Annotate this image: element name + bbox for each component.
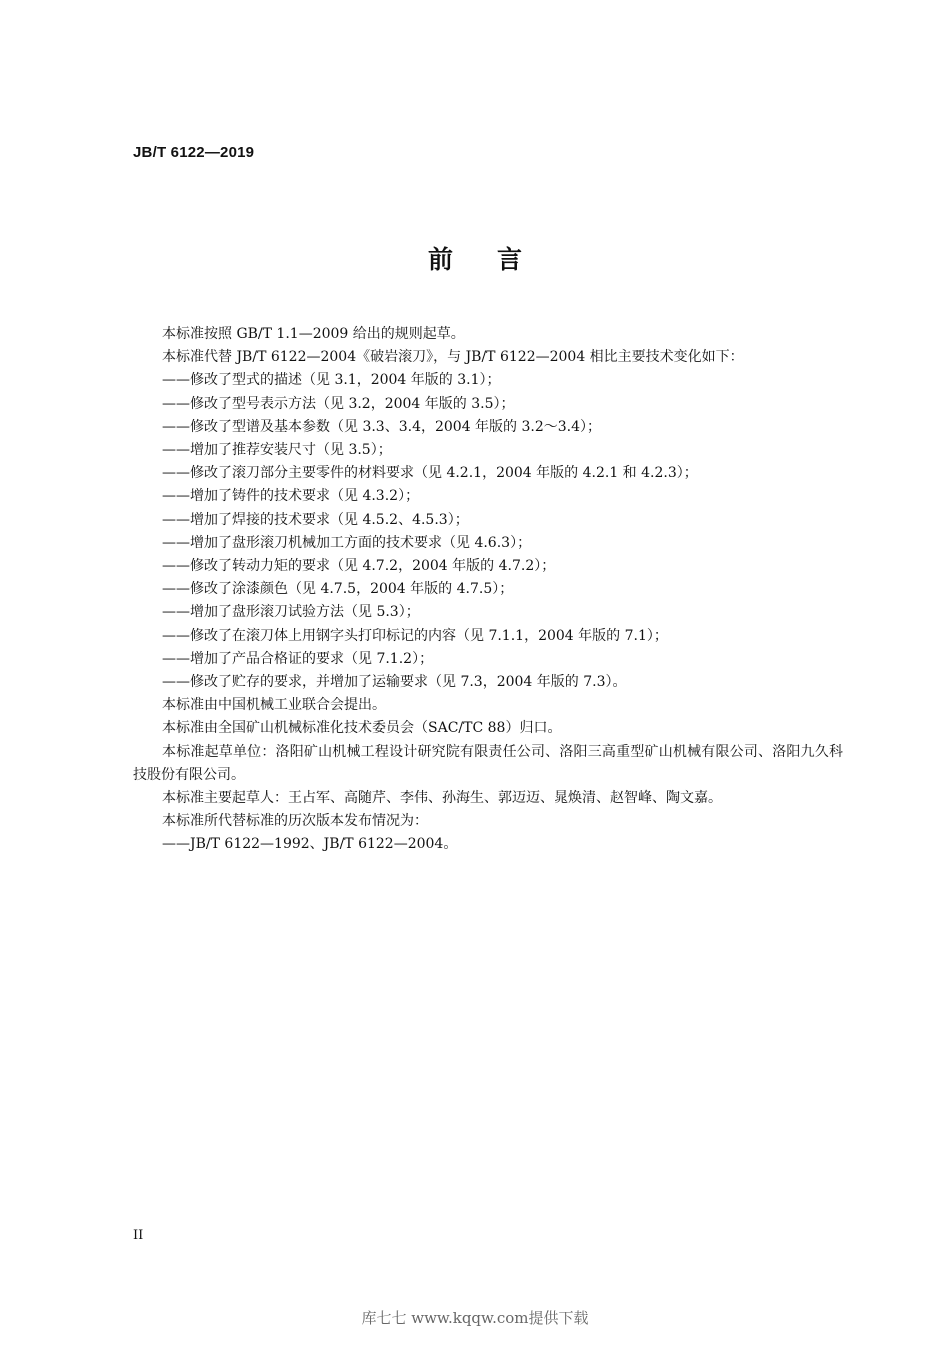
download-footer: 库七七 www.kqqw.com提供下载 xyxy=(361,1309,589,1327)
list-item: ——修改了型式的描述（见 3.1，2004 年版的 3.1）； xyxy=(162,372,501,389)
list-item: ——修改了型谱及基本参数（见 3.3、3.4，2004 年版的 3.2～3.4）； xyxy=(162,418,602,435)
list-item: ——增加了产品合格证的要求（见 7.1.2）； xyxy=(162,650,434,667)
list-item: ——修改了滚刀部分主要零件的材料要求（见 4.2.1，2004 年版的 4.2.1 和 4.2.3）； xyxy=(162,465,698,482)
paragraph-drafters: 本标准主要起草人：王占军、高随芹、李伟、孙海生、郭迈迈、晁焕清、赵智峰、陶文嘉。 xyxy=(162,790,722,807)
list-item: ——增加了铸件的技术要求（见 4.3.2）； xyxy=(162,488,420,505)
paragraph-committee: 本标准由全国矿山机械标准化技术委员会（SAC/TC 88）归口。 xyxy=(162,720,562,737)
foreword-body xyxy=(133,323,843,857)
paragraph-drafting-units: 本标准起草单位：洛阳矿山机械工程设计研究院有限责任公司、洛阳三高重型矿山机械有限公司、洛阳九久科技股份有限公司。 xyxy=(133,743,843,783)
standard-code: JB/T 6122—2019 xyxy=(133,144,255,161)
paragraph-proposer: 本标准由中国机械工业联合会提出。 xyxy=(162,697,386,714)
list-item: ——修改了涂漆颜色（见 4.7.5，2004 年版的 4.7.5）； xyxy=(162,581,514,598)
list-item: ——增加了焊接的技术要求（见 4.5.2、4.5.3）； xyxy=(162,511,469,528)
paragraph-history-intro: 本标准所代替标准的历次版本发布情况为： xyxy=(162,813,428,830)
list-item: ——增加了盘形滚刀机械加工方面的技术要求（见 4.6.3）； xyxy=(162,534,532,551)
list-item: ——增加了盘形滚刀试验方法（见 5.3）； xyxy=(162,604,420,621)
list-item: ——修改了在滚刀体上用钢字头打印标记的内容（见 7.1.1，2004 年版的 7.1）； xyxy=(162,627,668,644)
list-item: ——修改了型号表示方法（见 3.2，2004 年版的 3.5）； xyxy=(162,395,515,412)
list-item: ——修改了转动力矩的要求（见 4.7.2，2004 年版的 4.7.2）； xyxy=(162,558,556,575)
paragraph-replaces: 本标准代替 JB/T 6122—2004《破岩滚刀》，与 JB/T 6122—2004 相比主要技术变化如下： xyxy=(162,349,744,366)
paragraph-drafting-rule: 本标准按照 GB/T 1.1—2009 给出的规则起草。 xyxy=(162,326,465,342)
list-item: ——修改了贮存的要求，并增加了运输要求（见 7.3，2004 年版的 7.3）。 xyxy=(162,674,627,691)
list-item-history: ——JB/T 6122—1992、JB/T 6122—2004。 xyxy=(162,836,458,853)
list-item: ——增加了推荐安装尺寸（见 3.5）； xyxy=(162,442,392,459)
page-title: 前言 xyxy=(427,245,566,274)
page-number: II xyxy=(133,1228,144,1243)
